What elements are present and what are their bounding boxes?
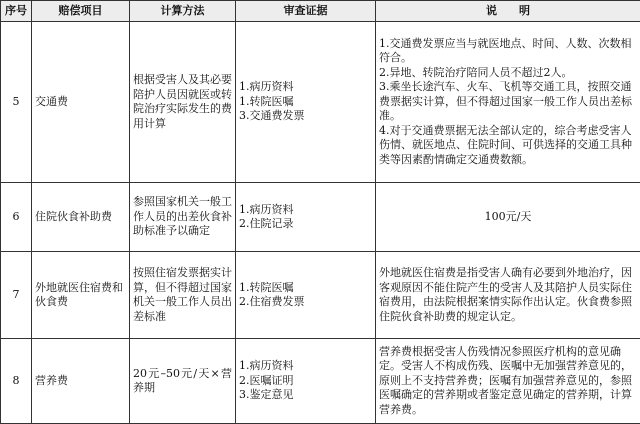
evidence-line: 3.交通费发票 [239, 109, 372, 124]
row-evidence [236, 22, 376, 183]
row-item: 交通费 [32, 22, 130, 183]
evidence-line: 1.病历资料 [239, 203, 372, 218]
row-evidence [236, 183, 376, 252]
row-item: 营养费 [32, 339, 130, 424]
header-evidence: 审查证据 [236, 1, 376, 22]
header-no: 序号 [1, 1, 32, 22]
row-no: 5 [1, 22, 32, 183]
header-method: 计算方法 [130, 1, 236, 22]
row-no: 8 [1, 339, 32, 424]
evidence-line: 1.病历资料 [239, 359, 372, 374]
row-no: 7 [1, 252, 32, 339]
note-line: 4.对于交通费票据无法全部认定的，综合考虑受害人伤情、就医地点、住院时间、可供选择的交通工具种类等因素酌情确定交通费数额。 [379, 124, 637, 168]
row-evidence [236, 339, 376, 424]
evidence-line: 1.病历资料 [239, 80, 372, 95]
header-item: 赔偿项目 [32, 1, 130, 22]
evidence-line: 2.医嘱证明 [239, 374, 372, 389]
evidence-line: 2.住宿费发票 [239, 295, 372, 310]
header-row [1, 1, 640, 22]
row-item: 住院伙食补助费 [32, 183, 130, 252]
evidence-line: 1.转院医嘱 [239, 281, 372, 296]
note-line: 外地就医住宿费是指受害人确有必要到外地治疗，因客观原因不能住院产生的受害人及其陪护人员实际住宿费用，由法院根据案情实际作出认定。伙食费参照住院伙食补助费的规定认定。 [379, 266, 637, 324]
row-method: 根据受害人及其必要陪护人员因就医或转院治疗实际发生的费用计算 [130, 22, 236, 183]
evidence-line: 1.转院医嘱 [239, 95, 372, 110]
note-line: 营养费根据受害人伤残情况参照医疗机构的意见确定。受害人不构成伤残、医嘱中无加强营养意见的，原则上不支持营养费；医嘱有加强营养意见的，参照医嘱确定的营养期或者鉴定意见确定的营养期，计算营养费。 [379, 345, 637, 418]
row-method: 参照国家机关一般工作人员的出差伙食补助标准予以确定 [130, 183, 236, 252]
evidence-line: 2.住院记录 [239, 217, 372, 232]
note-line: 3.乘坐长途汽车、火车、飞机等交通工具，按照交通费票据实计算，但不得超过国家一般工作人员出差标准。 [379, 80, 637, 124]
row-notes [376, 339, 640, 424]
evidence-line: 3.鉴定意见 [239, 388, 372, 403]
row-no: 6 [1, 183, 32, 252]
row-method: 20元–50元/天×营养期 [130, 339, 236, 424]
table-row [1, 252, 640, 339]
row-notes [376, 22, 640, 183]
header-notes: 说 明 [376, 1, 640, 22]
note-line: 1.交通费发票应当与就医地点、时间、人数、次数相符合。 [379, 37, 637, 66]
table-row [1, 22, 640, 183]
row-evidence [236, 252, 376, 339]
row-item: 外地就医住宿费和伙食费 [32, 252, 130, 339]
note-line: 2.异地、转院治疗陪同人员不超过2人。 [379, 66, 637, 81]
row-notes: 100元/天 [376, 183, 640, 252]
row-method: 按照住宿发票据实计算，但不得超过国家机关一般工作人员出差标准 [130, 252, 236, 339]
table-row [1, 339, 640, 424]
table-row [1, 183, 640, 252]
row-notes [376, 252, 640, 339]
